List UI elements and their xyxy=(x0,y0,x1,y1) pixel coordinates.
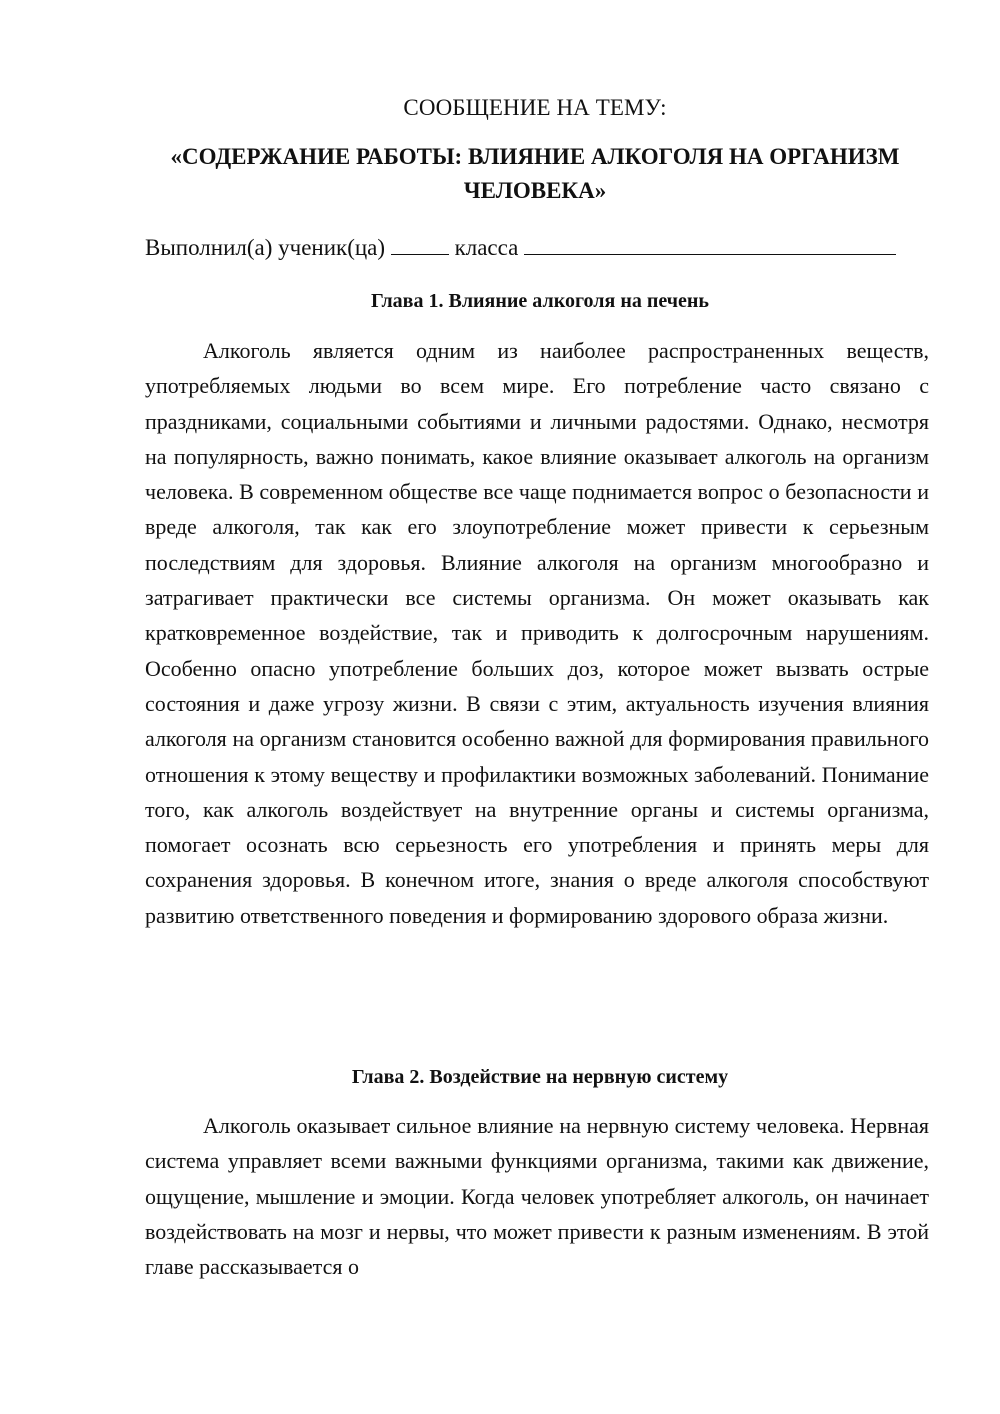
document-title: «СОДЕРЖАНИЕ РАБОТЫ: ВЛИЯНИЕ АЛКОГОЛЯ НА ОРГАНИЗМ ЧЕЛОВЕКА» xyxy=(170,144,900,203)
student-info-line xyxy=(145,232,935,263)
chapter-1-text: Алкоголь является одним из наиболее распространенных веществ, употребляемых людьми во всем мире. Его потребление часто связано с праздниками, социальными событиями и личными радостями. Однако, несмотря на популярность, важно понимать, какое влияние оказывает алкоголь на организм человека. В современном обществе все чаще поднимается вопрос о безопасности и вреде алкоголя, так как его злоупотребление может привести к серьезным последствиям для здоровья. Влияние алкоголя на организм многообразно и затрагивает практически все системы организма. Он может оказывать как кратковременное воздействие, так и приводить к долгосрочным нарушениям. Особенно опасно употребление больших доз, которое может вызвать острые состояния и даже угрозу жизни. В связи с этим, актуальность изучения влияния алкоголя на организм становится особенно важной для формирования правильного отношения к этому веществу и профилактики возможных заболеваний. Понимание того, как алкоголь воздействует на внутренние органы и системы организма, помогает осознать всю серьезность его употребления и принять меры для сохранения здоровья. В конечном итоге, знания о вреде алкоголя способствуют развитию ответственного поведения и формированию здорового образа жизни. xyxy=(145,338,929,928)
chapter-1-title: Глава 1. Влияние алкоголя на печень xyxy=(370,290,710,312)
student-label: Выполнил(а) ученик(ца) xyxy=(145,235,386,260)
chapter-2-text: Алкоголь оказывает сильное влияние на нервную систему человека. Нервная система управляет всеми важными функциями организма, такими как движение, ощущение, мышление и эмоции. Когда человек употребляет алкоголь, он начинает воздействовать на мозг и нервы, что может привести к разным изменениям. В этой главе рассказывается о xyxy=(145,1113,929,1280)
grade-blank-field[interactable] xyxy=(391,232,449,255)
class-label: класса xyxy=(454,235,519,260)
document-heading: СООБЩЕНИЕ НА ТЕМУ: xyxy=(403,95,667,120)
student-name-blank-field[interactable] xyxy=(524,232,896,255)
chapter-2-title: Глава 2. Воздействие на нервную систему xyxy=(351,1066,729,1088)
